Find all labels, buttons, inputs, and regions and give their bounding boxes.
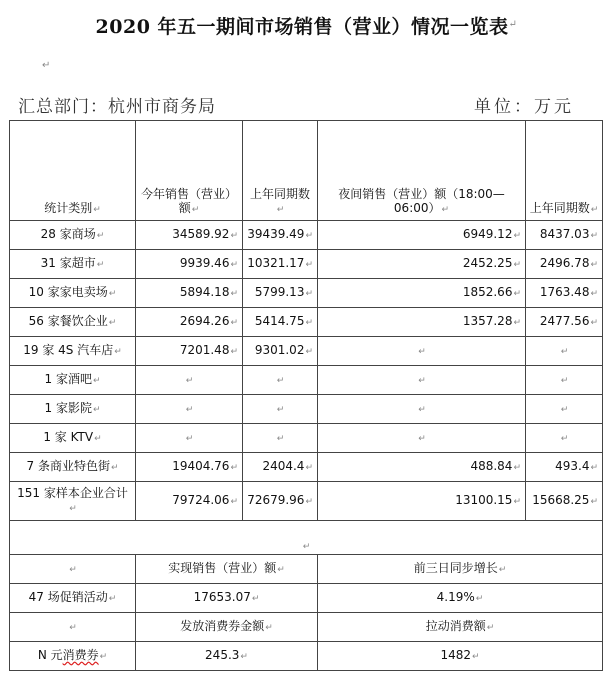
night-sales-cell: 488.84↵	[318, 453, 526, 482]
category-cell: 28 家商场↵	[10, 221, 136, 250]
night-sales-cell: 1852.66↵	[318, 279, 526, 308]
night-sales-cell: ↵	[318, 395, 526, 424]
sales-last-year-cell: 10321.17↵	[243, 250, 318, 279]
department-label: 汇总部门：杭州市商务局	[18, 97, 216, 117]
voucher-label: N 元消费券↵	[10, 642, 136, 671]
table-row	[10, 395, 603, 424]
night-last-year-cell: 8437.03↵	[526, 221, 603, 250]
table-row	[10, 424, 603, 453]
sales-last-year-cell: ↵	[243, 395, 318, 424]
table-row	[10, 250, 603, 279]
category-cell: 31 家超市↵	[10, 250, 136, 279]
promo-sales-cell: 17653.07↵	[136, 584, 318, 613]
promo-label: 47 场促销活动↵	[10, 584, 136, 613]
night-last-year-cell: ↵	[526, 395, 603, 424]
sales-last-year-cell: 72679.96↵	[243, 482, 318, 521]
voucher-header-row	[10, 613, 603, 642]
sales-this-year-cell: ↵	[136, 424, 243, 453]
promo-growth-cell: 4.19%↵	[318, 584, 603, 613]
sales-this-year-cell: 79724.06↵	[136, 482, 243, 521]
night-last-year-cell: 2496.78↵	[526, 250, 603, 279]
night-sales-cell: 2452.25↵	[318, 250, 526, 279]
voucher-header-amount: 发放消费券金额↵	[136, 613, 318, 642]
header-sales-last-year: 上年同期数↵	[243, 121, 318, 221]
sales-last-year-cell: ↵	[243, 366, 318, 395]
voucher-header-pull: 拉动消费额↵	[318, 613, 603, 642]
sales-last-year-cell: 5414.75↵	[243, 308, 318, 337]
sales-this-year-cell: 5894.18↵	[136, 279, 243, 308]
voucher-amount-cell: 245.3↵	[136, 642, 318, 671]
sales-this-year-cell: ↵	[136, 395, 243, 424]
table-row	[10, 308, 603, 337]
night-sales-cell: ↵	[318, 337, 526, 366]
sales-this-year-cell: 34589.92↵	[136, 221, 243, 250]
header-night-sales: 夜间销售（营业）额（18:00—06:00）↵	[318, 121, 526, 221]
category-cell: 151 家样本企业合计↵	[10, 482, 136, 521]
table-row	[10, 453, 603, 482]
spacer-row	[10, 521, 603, 555]
table-row	[10, 337, 603, 366]
night-sales-cell: ↵	[318, 366, 526, 395]
night-sales-cell: 13100.15↵	[318, 482, 526, 521]
night-last-year-cell: 1763.48↵	[526, 279, 603, 308]
sales-this-year-cell: 19404.76↵	[136, 453, 243, 482]
promo-blank-cell: ↵	[10, 555, 136, 584]
spacer-cell: ↵	[10, 521, 603, 555]
night-last-year-cell: 493.4↵	[526, 453, 603, 482]
sales-last-year-cell: 9301.02↵	[243, 337, 318, 366]
category-cell: 19 家 4S 汽车店↵	[10, 337, 136, 366]
sales-last-year-cell: 2404.4↵	[243, 453, 318, 482]
promo-header-growth: 前三日同步增长↵	[318, 555, 603, 584]
sales-last-year-cell: 5799.13↵	[243, 279, 318, 308]
voucher-blank-cell: ↵	[10, 613, 136, 642]
sales-this-year-cell: 9939.46↵	[136, 250, 243, 279]
voucher-row	[10, 642, 603, 671]
sales-table	[9, 120, 603, 671]
night-sales-cell: 1357.28↵	[318, 308, 526, 337]
night-last-year-cell: ↵	[526, 424, 603, 453]
header-category: 统计类别↵	[10, 121, 136, 221]
header-sales-this-year: 今年销售（营业）额↵	[136, 121, 243, 221]
promo-row	[10, 584, 603, 613]
promo-header-sales: 实现销售（营业）额↵	[136, 555, 318, 584]
page-title: 2020 年五一期间市场销售（营业）情况一览表↵	[95, 16, 518, 38]
category-cell: 7 条商业特色街↵	[10, 453, 136, 482]
sales-this-year-cell: 7201.48↵	[136, 337, 243, 366]
night-last-year-cell: ↵	[526, 366, 603, 395]
category-cell: 1 家酒吧↵	[10, 366, 136, 395]
sales-this-year-cell: 2694.26↵	[136, 308, 243, 337]
promo-header-row	[10, 555, 603, 584]
category-cell: 1 家影院↵	[10, 395, 136, 424]
table-row	[10, 279, 603, 308]
table-row	[10, 366, 603, 395]
category-cell: 56 家餐饮企业↵	[10, 308, 136, 337]
unit-label: 单位：万元	[474, 97, 574, 117]
night-last-year-cell: ↵	[526, 337, 603, 366]
night-sales-cell: ↵	[318, 424, 526, 453]
category-cell: 10 家家电卖场↵	[10, 279, 136, 308]
sales-last-year-cell: 39439.49↵	[243, 221, 318, 250]
night-last-year-cell: 2477.56↵	[526, 308, 603, 337]
sales-this-year-cell: ↵	[136, 366, 243, 395]
table-header-row	[10, 121, 603, 221]
night-sales-cell: 6949.12↵	[318, 221, 526, 250]
paragraph-mark: ↵	[42, 60, 51, 71]
header-night-last-year: 上年同期数↵	[526, 121, 603, 221]
voucher-pull-cell: 1482↵	[318, 642, 603, 671]
table-row	[10, 221, 603, 250]
table-row	[10, 482, 603, 521]
sales-last-year-cell: ↵	[243, 424, 318, 453]
night-last-year-cell: 15668.25↵	[526, 482, 603, 521]
category-cell: 1 家 KTV↵	[10, 424, 136, 453]
